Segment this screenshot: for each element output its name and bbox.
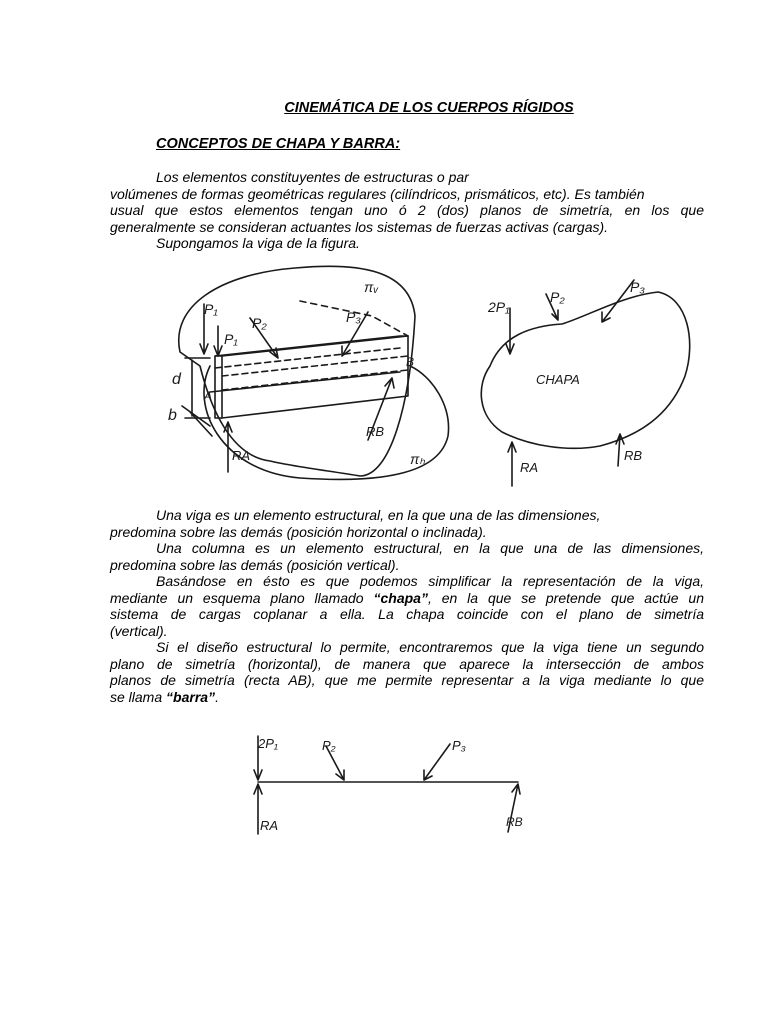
- label-a: A: [204, 389, 213, 403]
- intro-line-2: volúmenes de formas geométricas regulares (cilíndricos, prismáticos, etc). Es también: [110, 185, 645, 202]
- barra-label-p2: P₂: [322, 738, 336, 753]
- beam-prism: [210, 336, 408, 418]
- chapa-label-p2: P₂: [550, 289, 565, 305]
- columna-line-2: predomina sobre las demás (posición vertical).: [110, 556, 400, 573]
- viga-line-1: Una viga es un elemento estructural, en la que una de las dimensiones,: [156, 507, 601, 523]
- chapa-line-2a: mediante un esquema plano llamado: [110, 589, 374, 606]
- label-p3: P₃: [346, 309, 361, 325]
- label-rb: RB: [366, 424, 385, 439]
- intro-line-3: usual que estos elementos tengan uno ó 2 (dos) planos de simetría, en los que: [110, 202, 704, 218]
- label-p2: P₂: [252, 315, 267, 331]
- label-b: b: [168, 407, 177, 424]
- label-pi-v: πᵥ: [364, 279, 379, 295]
- chapa-line-2b: , en la que se pretende que actúe un: [427, 589, 704, 606]
- viga-line-2: predomina sobre las demás (posición horizontal o inclinada).: [110, 523, 487, 540]
- label-d: d: [172, 371, 181, 388]
- barra-line-2: plano de simetría (horizontal), de manera que aparece la intersección de ambos: [110, 655, 704, 672]
- barra-line-1: Si el diseño estructural lo permite, encontraremos que la viga tiene un segundo: [156, 639, 704, 655]
- chapa-shape: [481, 292, 689, 448]
- barra-figure: [230, 722, 550, 852]
- intro-paragraph: [110, 169, 704, 252]
- barra-label-ra: RA: [260, 818, 279, 833]
- label-p1: P₁: [224, 331, 238, 347]
- beam-and-chapa-figure: [110, 256, 700, 506]
- barra-label-2p1: 2P₁: [258, 736, 279, 751]
- intro-line-4: generalmente se consideran actuantes los sistemas de fuerzas activas (cargas).: [110, 218, 609, 235]
- intro-line-1: Los elementos constituyentes de estructuras o par: [156, 169, 469, 185]
- columna-line-1: Una columna es un elemento estructural, en la que una de las dimensiones,: [156, 540, 704, 556]
- barra-line-4b: .: [215, 688, 219, 705]
- label-pi-h: πₕ: [410, 451, 426, 467]
- definitions-paragraphs: [110, 507, 704, 705]
- section-heading: CONCEPTOS DE CHAPA Y BARRA:: [156, 136, 401, 152]
- chapa-term: “chapa”: [373, 589, 428, 606]
- barra-label-p3: P₃: [452, 738, 466, 753]
- chapa-label-ra: RA: [520, 460, 539, 475]
- barra-line-4a: se llama: [110, 688, 167, 705]
- label-ra: RA: [232, 448, 251, 463]
- chapa-label-p3: P₃: [630, 279, 645, 295]
- barra-label-rb: RB: [506, 815, 523, 829]
- chapa-line-4: (vertical).: [110, 622, 168, 639]
- chapa-line-1: Basándose en ésto es que podemos simplificar la representación de la viga,: [156, 573, 704, 589]
- chapa-label-rb: RB: [624, 448, 643, 463]
- vertical-symmetry-plane: [179, 266, 415, 476]
- suppose-line: Supongamos la viga de la figura.: [156, 235, 360, 251]
- barra-line-3: planos de simetría (recta AB), que me permite representar a la viga mediante lo que: [110, 672, 704, 688]
- barra-term: “barra”: [166, 688, 216, 705]
- label-p1-top: P₁: [204, 301, 218, 317]
- chapa-label: CHAPA: [536, 372, 580, 387]
- chapa-label-2p1: 2P₁: [488, 299, 510, 315]
- label-b-point: B: [406, 355, 415, 369]
- document-title: CINEMÁTICA DE LOS CUERPOS RÍGIDOS: [284, 100, 574, 116]
- chapa-line-3: sistema de cargas coplanar a ella. La chapa coincide con el plano de simetría: [110, 606, 704, 622]
